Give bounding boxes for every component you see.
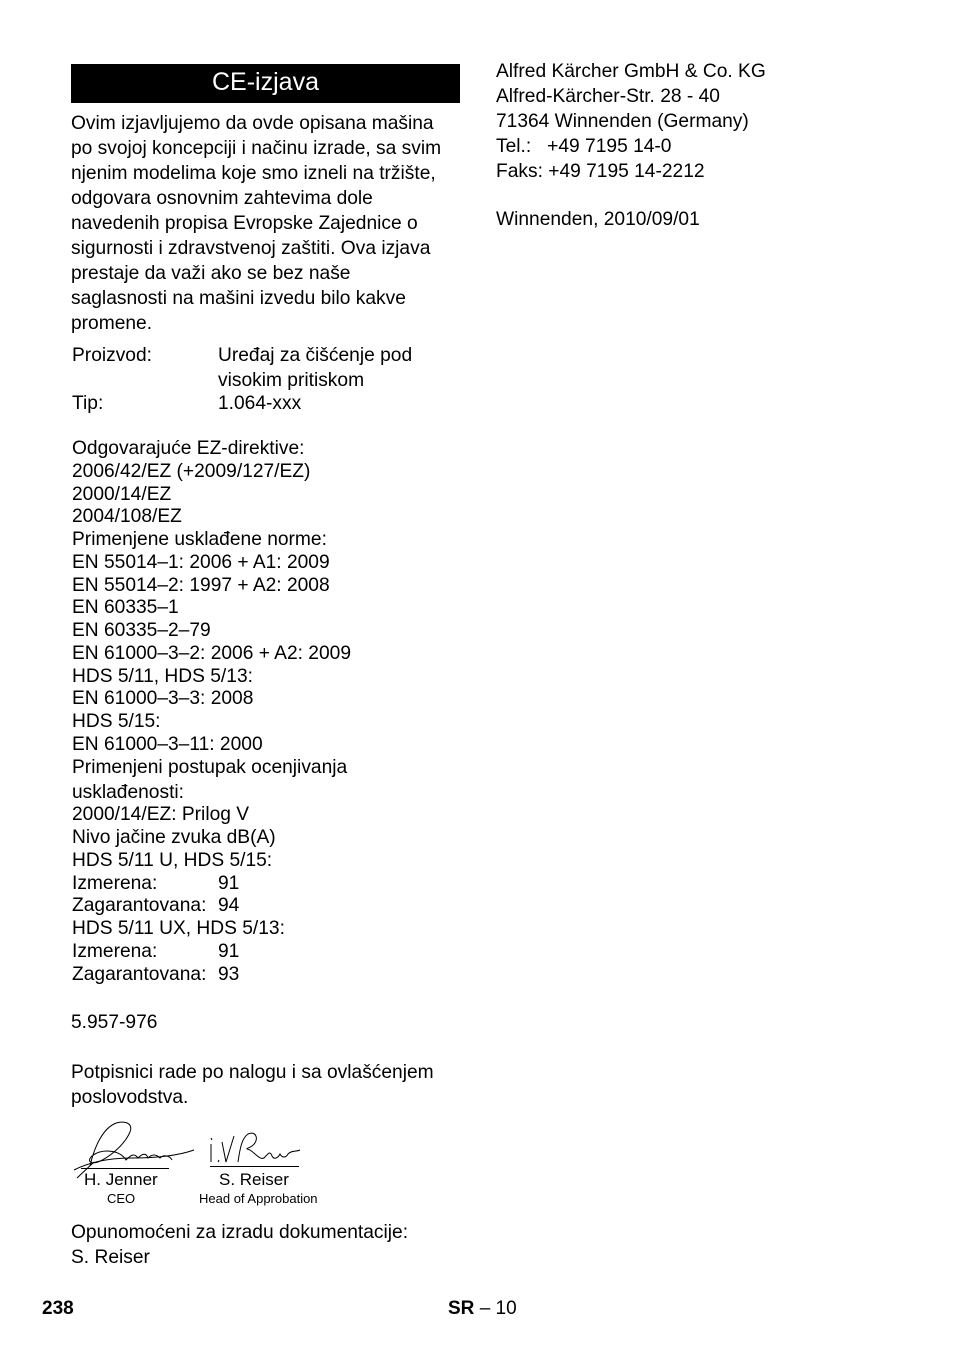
intro-line: odgovara osnovnim zahtevima dole bbox=[71, 188, 373, 209]
directive-line: 2006/42/EZ (+2009/127/EZ) bbox=[72, 461, 311, 482]
directive-line: Nivo jačine zvuka dB(A) bbox=[72, 827, 276, 848]
section-title-bar bbox=[71, 64, 460, 103]
directive-line: 2000/14/EZ bbox=[72, 484, 172, 505]
section-page: – 10 bbox=[479, 1298, 517, 1319]
directive-line: EN 55014–2: 1997 + A2: 2008 bbox=[72, 575, 330, 596]
signature-reiser-image bbox=[208, 1128, 303, 1168]
footer-section bbox=[448, 1298, 517, 1320]
directive-line: EN 61000–3–3: 2008 bbox=[72, 688, 254, 709]
directive-line: HDS 5/11, HDS 5/13: bbox=[72, 666, 253, 687]
address-line: Faks: +49 7195 14-2212 bbox=[496, 161, 705, 182]
intro-line: saglasnosti na mašini izvedu bilo kakve bbox=[71, 288, 406, 309]
authorized-name: S. Reiser bbox=[71, 1247, 150, 1268]
company-address bbox=[496, 59, 766, 184]
product-value-cont: visokim pritiskom bbox=[218, 370, 365, 391]
product-label: Proizvod: bbox=[72, 345, 152, 366]
guaranteed-label: Zagarantovana: bbox=[72, 895, 207, 916]
type-label: Tip: bbox=[72, 393, 104, 414]
directive-line: EN 61000–3–2: 2006 + A2: 2009 bbox=[72, 643, 351, 664]
measured-label: Izmerena: bbox=[72, 873, 158, 894]
directive-line: Odgovarajuće EZ-direktive: bbox=[72, 438, 305, 459]
measured-value: 91 bbox=[218, 941, 240, 962]
directive-line: Primenjene usklađene norme: bbox=[72, 529, 327, 550]
directive-line: EN 60335–1 bbox=[72, 597, 179, 618]
signatories-line: poslovodstva. bbox=[71, 1087, 189, 1108]
signatories-line: Potpisnici rade po nalogu i sa ovlašćenjem bbox=[71, 1062, 434, 1083]
address-line: Tel.: +49 7195 14-0 bbox=[496, 136, 672, 157]
intro-line: Ovim izjavljujemo da ovde opisana mašina bbox=[71, 113, 434, 134]
directive-line: EN 60335–2–79 bbox=[72, 620, 211, 641]
guaranteed-label: Zagarantovana: bbox=[72, 964, 207, 985]
address-line: Alfred Kärcher GmbH & Co. KG bbox=[496, 61, 766, 82]
document-number: 5.957-976 bbox=[71, 1012, 158, 1033]
directive-line: EN 55014–1: 2006 + A1: 2009 bbox=[72, 552, 330, 573]
intro-line: prestaje da važi ako se bez naše bbox=[71, 263, 351, 284]
section-title: CE-izjava bbox=[212, 68, 319, 96]
address-line: Alfred-Kärcher-Str. 28 - 40 bbox=[496, 86, 720, 107]
intro-paragraph bbox=[71, 111, 466, 336]
type-value: 1.064-xxx bbox=[218, 393, 302, 414]
measured-label: Izmerena: bbox=[72, 941, 158, 962]
page-number: 238 bbox=[42, 1298, 74, 1319]
guaranteed-value: 93 bbox=[218, 964, 240, 985]
signer-name: S. Reiser bbox=[219, 1170, 289, 1189]
signer-role: Head of Approbation bbox=[199, 1191, 318, 1206]
guaranteed-value: 94 bbox=[218, 895, 240, 916]
signer-role: CEO bbox=[107, 1191, 136, 1206]
directive-line: EN 61000–3–11: 2000 bbox=[72, 734, 263, 755]
directive-line: 2000/14/EZ: Prilog V bbox=[72, 804, 250, 825]
intro-line: sigurnosti i zdravstvenoj zaštiti. Ova izjava bbox=[71, 238, 431, 259]
place-date: Winnenden, 2010/09/01 bbox=[496, 209, 700, 230]
intro-line: promene. bbox=[71, 313, 153, 334]
authorized-label: Opunomoćeni za izradu dokumentacije: bbox=[71, 1222, 409, 1243]
model-line: HDS 5/11 UX, HDS 5/13: bbox=[72, 918, 285, 939]
directive-line: 2004/108/EZ bbox=[72, 506, 182, 527]
language-code: SR bbox=[448, 1298, 475, 1319]
address-line: 71364 Winnenden (Germany) bbox=[496, 111, 749, 132]
intro-line: njenim modelima koje smo izneli na tržište, bbox=[71, 163, 436, 184]
directive-line: Primenjeni postupak ocenjivanja bbox=[72, 757, 348, 778]
signer-name: H. Jenner bbox=[84, 1170, 158, 1189]
product-value: Uređaj za čišćenje pod bbox=[218, 345, 413, 366]
signature-line-reiser bbox=[210, 1166, 299, 1167]
directive-line: usklađenosti: bbox=[72, 782, 184, 803]
directive-line: HDS 5/15: bbox=[72, 711, 161, 732]
measured-value: 91 bbox=[218, 873, 240, 894]
signature-line-jenner bbox=[81, 1168, 169, 1169]
intro-line: navedenih propisa Evropske Zajednice o bbox=[71, 213, 418, 234]
directive-line: HDS 5/11 U, HDS 5/15: bbox=[72, 850, 273, 871]
intro-line: po svojoj koncepciji i načinu izrade, sa svim bbox=[71, 138, 442, 159]
